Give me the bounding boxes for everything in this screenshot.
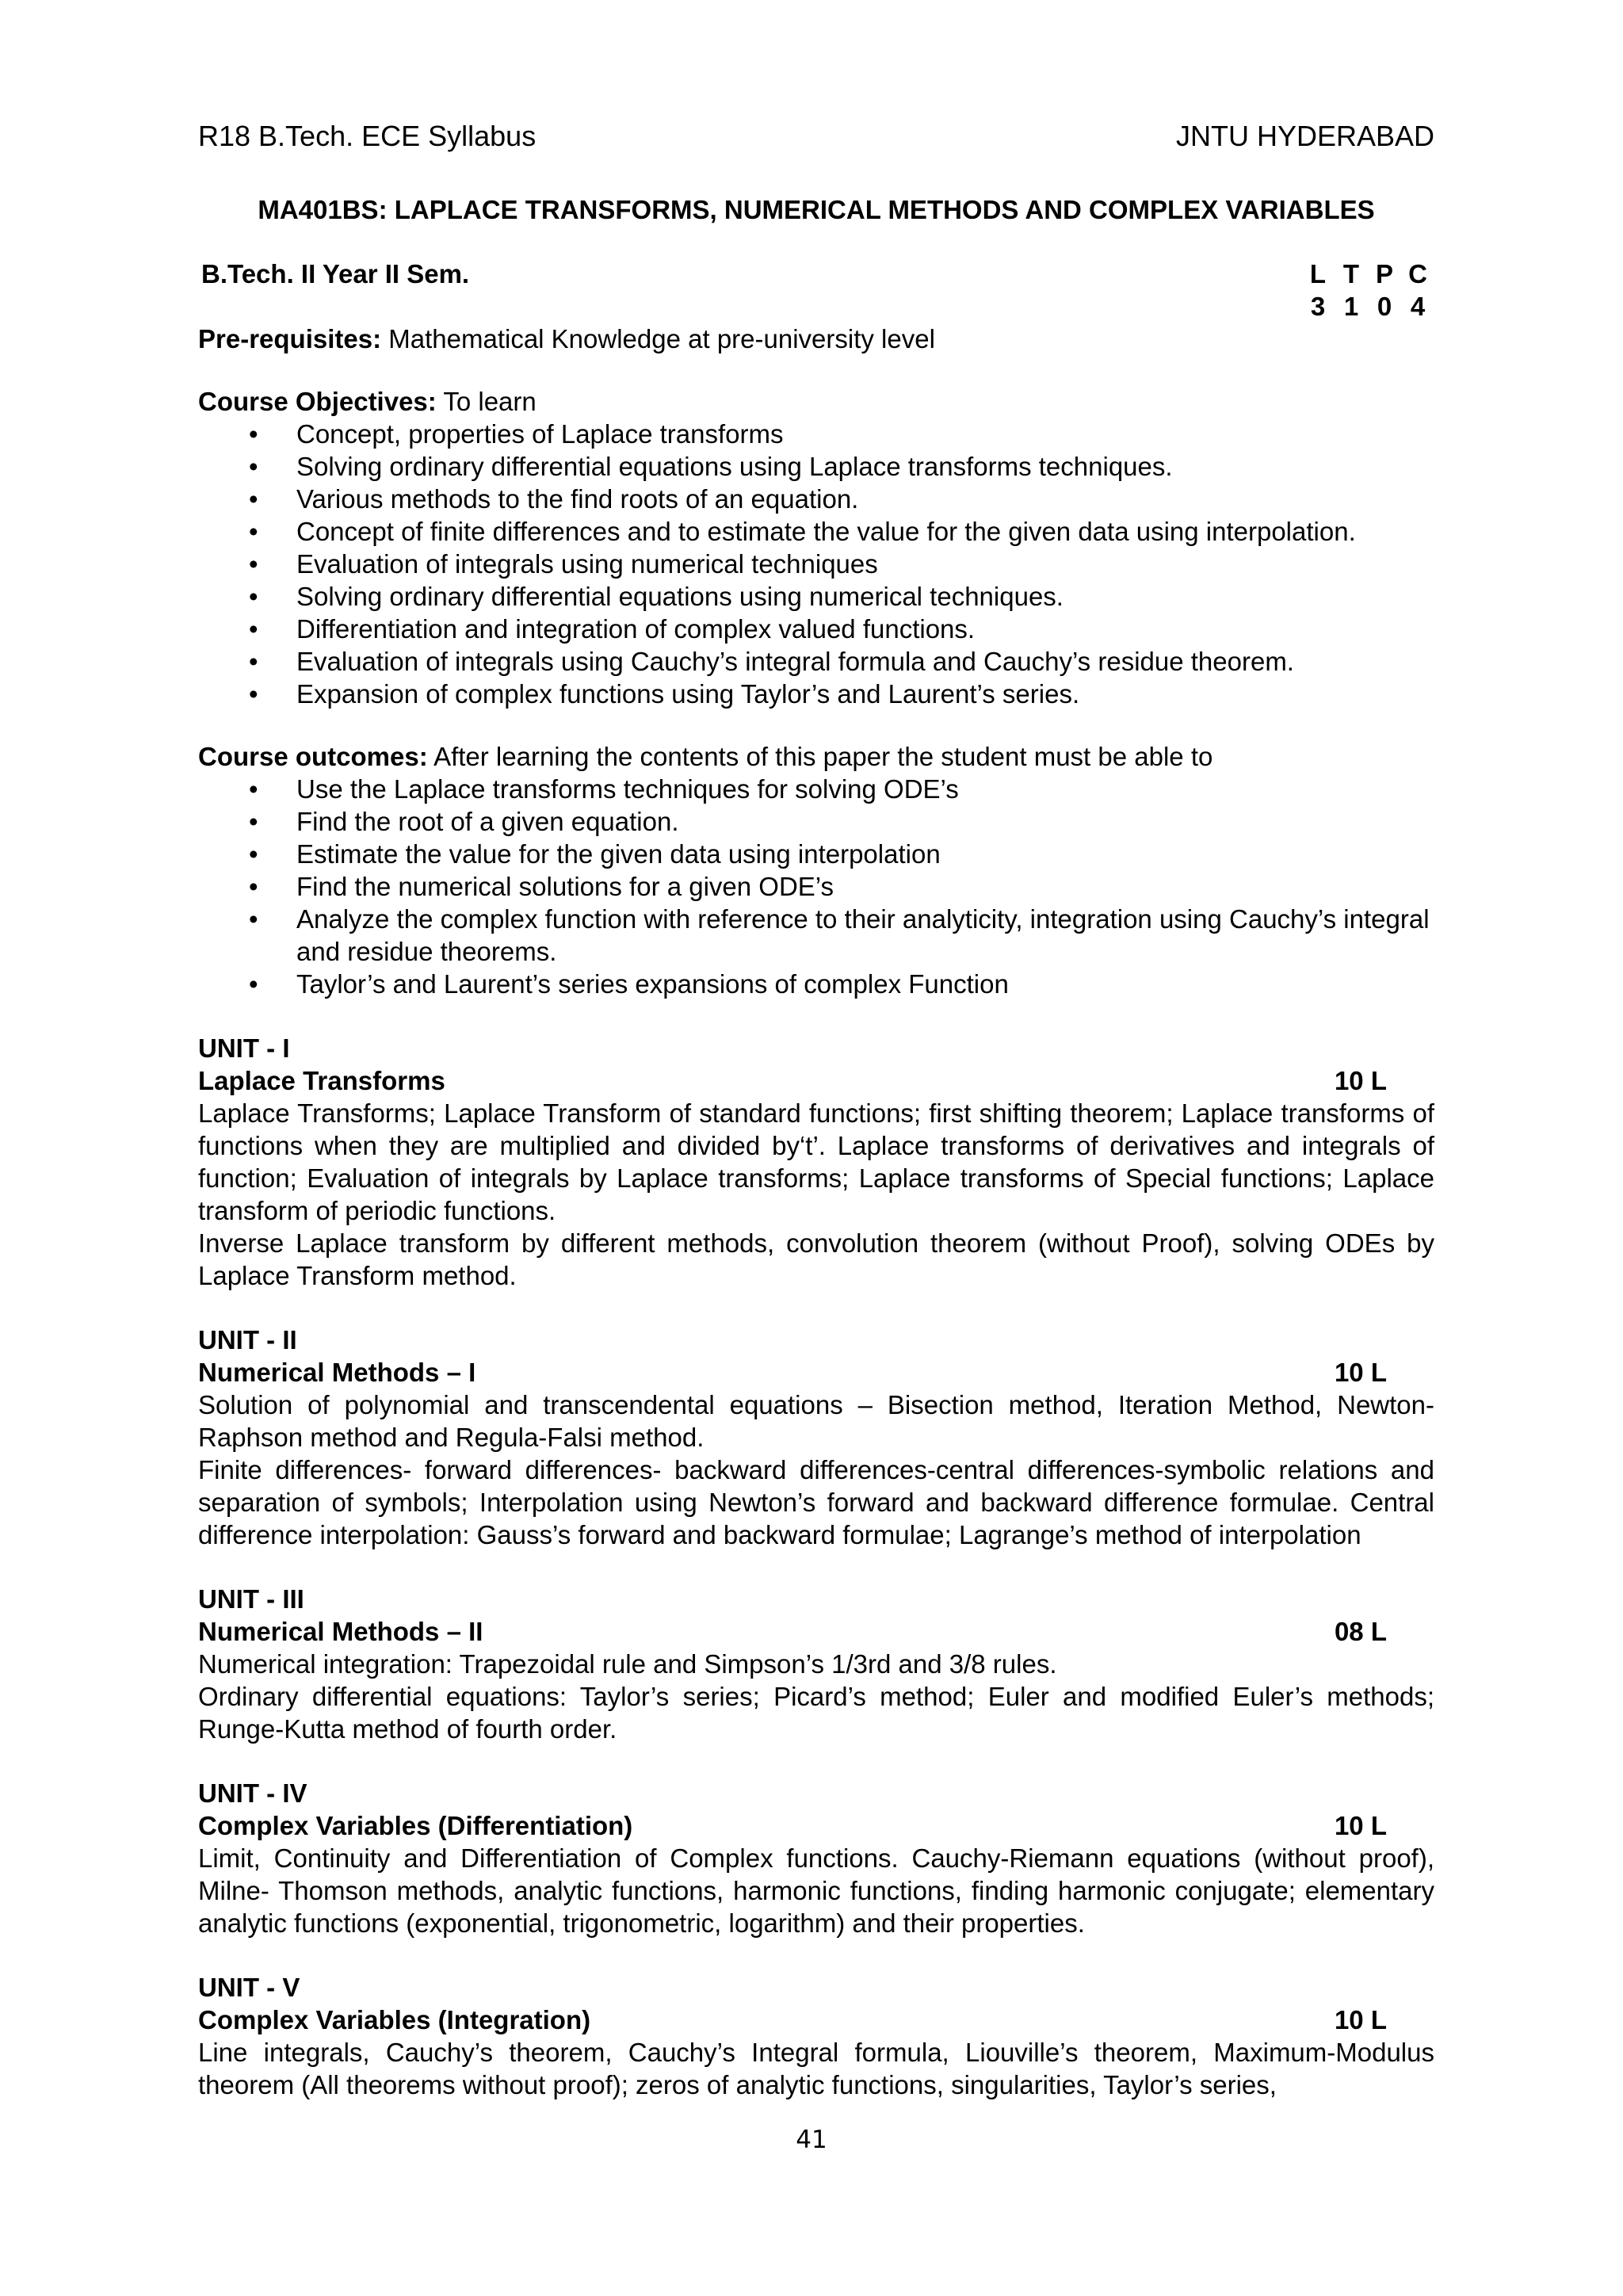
outcomes-item: [198, 968, 1434, 1000]
bullet-icon: •: [249, 452, 258, 481]
unit-topic: Numerical Methods – II: [198, 1617, 483, 1646]
course-objectives: [198, 385, 1434, 710]
unit-paragraph: Ordinary differential equations: Taylor’s series; Picard’s method; Euler and modified Euler’s methods; Runge-Kutta method of fourth order.: [198, 1682, 1434, 1744]
objectives-label: Course Objectives:: [198, 387, 437, 416]
outcomes-item: [198, 870, 1434, 903]
ltpc-label-c: C: [1408, 259, 1427, 288]
ltpc-label-t: T: [1342, 259, 1360, 288]
bullet-icon: •: [249, 517, 258, 546]
ltpc-labels: [1301, 258, 1434, 290]
unit-paragraph: Numerical integration: Trapezoidal rule and Simpson’s 1/3rd and 3/8 rules.: [198, 1649, 1057, 1679]
unit-hours: 10 L: [1334, 1358, 1387, 1387]
page-header: [198, 119, 1434, 154]
unit-hours: 08 L: [1334, 1617, 1387, 1646]
unit-topic: Complex Variables (Differentiation): [198, 1811, 633, 1840]
units-container: [198, 1032, 1434, 2101]
prerequisites: [198, 323, 1434, 355]
unit-topic-row: [198, 1615, 1434, 1648]
unit-heading: UNIT - I: [198, 1033, 290, 1063]
outcomes-item: [198, 773, 1434, 805]
unit-topic: Numerical Methods – I: [198, 1358, 476, 1387]
unit-topic: Laplace Transforms: [198, 1066, 445, 1095]
ltpc-value-p: 0: [1377, 292, 1392, 321]
objectives-list: [198, 418, 1434, 710]
unit-heading: UNIT - V: [198, 1973, 300, 2002]
bullet-icon: •: [249, 774, 258, 804]
unit-paragraph: Finite differences- forward differences- backward differences-central differences-symbolic relations and separation of symbols; Interpolation using Newton’s forward and backward difference formulae. Central difference interpolation: Gauss’s forward and backward formulae; Lagrange’s method of interpolation: [198, 1455, 1434, 1549]
objectives-item-text: Evaluation of integrals using Cauchy’s integral formula and Cauchy’s residue theorem.: [296, 647, 1294, 676]
unit-heading: UNIT - IV: [198, 1778, 307, 1808]
outcomes-item: [198, 903, 1434, 968]
bullet-icon: •: [249, 419, 258, 449]
outcomes-item-text: Use the Laplace transforms techniques for solving ODE’s: [296, 774, 959, 804]
bullet-icon: •: [249, 582, 258, 611]
unit-paragraph: Solution of polynomial and transcendental equations – Bisection method, Iteration Method, Newton-Raphson method and Regula-Falsi method.: [198, 1390, 1434, 1452]
objectives-item-text: Solving ordinary differential equations using Laplace transforms techniques.: [296, 452, 1173, 481]
objectives-item-text: Evaluation of integrals using numerical techniques: [296, 549, 878, 579]
outcomes-item-text: Taylor’s and Laurent’s series expansions of complex Function: [296, 969, 1009, 999]
ltpc-label-p: P: [1375, 259, 1393, 288]
page-number: 41: [796, 2126, 827, 2154]
ltpc-value-c: 4: [1410, 292, 1426, 321]
ltpc-table: [1301, 258, 1434, 323]
unit-hours: 10 L: [1334, 2005, 1387, 2034]
outcomes-item-text: Estimate the value for the given data using interpolation: [296, 839, 941, 869]
prerequisites-text: Mathematical Knowledge at pre-university level: [381, 324, 935, 353]
objectives-item: [198, 483, 1434, 515]
bullet-icon: •: [249, 484, 258, 514]
unit-heading: UNIT - II: [198, 1325, 297, 1354]
outcomes-list: [198, 773, 1434, 1000]
objectives-item: [198, 418, 1434, 450]
unit-topic-row: [198, 1809, 1434, 1842]
outcomes-label: Course outcomes:: [198, 742, 428, 771]
unit-section: [198, 1777, 1434, 1939]
unit-hours: 10 L: [1334, 1811, 1387, 1840]
ltpc-value-l: 3: [1310, 292, 1326, 321]
objectives-item: [198, 515, 1434, 548]
bullet-icon: •: [249, 904, 258, 934]
unit-paragraph: Inverse Laplace transform by different methods, convolution theorem (without Proof), solving ODEs by Laplace Transform method.: [198, 1228, 1434, 1290]
unit-section: [198, 1583, 1434, 1745]
ltpc-label-l: L: [1309, 259, 1327, 288]
unit-hours: 10 L: [1334, 1066, 1387, 1095]
objectives-item-text: Expansion of complex functions using Taylor’s and Laurent’s series.: [296, 679, 1080, 709]
unit-topic-row: [198, 1356, 1434, 1389]
unit-topic-row: [198, 1064, 1434, 1097]
bullet-icon: •: [249, 807, 258, 836]
objectives-item-text: Concept of finite differences and to estimate the value for the given data using interpolation.: [296, 517, 1356, 546]
bullet-icon: •: [249, 549, 258, 579]
unit-paragraph: Line integrals, Cauchy’s theorem, Cauchy’s Integral formula, Liouville’s theorem, Maximum-Modulus theorem (All theorems without proof); zeros of analytic functions, singularities, Taylor’s series,: [198, 2038, 1434, 2099]
objectives-item-text: Solving ordinary differential equations using numerical techniques.: [296, 582, 1064, 611]
ltpc-values: [1301, 290, 1434, 323]
bullet-icon: •: [249, 839, 258, 869]
outcomes-item: [198, 805, 1434, 838]
unit-section: [198, 1971, 1434, 2101]
syllabus-page: [198, 119, 1434, 2101]
unit-topic: Complex Variables (Integration): [198, 2005, 591, 2034]
outcomes-item-text: Find the numerical solutions for a given ODE’s: [296, 872, 834, 901]
objectives-item: [198, 450, 1434, 483]
outcomes-item-text: Analyze the complex function with reference to their analyticity, integration using Cauchy’s integral and residue theorems.: [296, 904, 1430, 966]
bullet-icon: •: [249, 969, 258, 999]
unit-paragraph: Laplace Transforms; Laplace Transform of standard functions; first shifting theorem; Laplace transforms of functions when they are multiplied and divided by‘t’. Laplace transforms of derivatives and integrals of function; Evaluation of integrals by Laplace transforms; Laplace transforms of Special functions; Laplace transform of periodic functions.: [198, 1098, 1434, 1225]
objectives-item: [198, 678, 1434, 710]
course-title: MA401BS: LAPLACE TRANSFORMS, NUMERICAL METHODS AND COMPLEX VARIABLES: [258, 195, 1375, 224]
bullet-icon: •: [249, 872, 258, 901]
outcomes-item-text: Find the root of a given equation.: [296, 807, 679, 836]
unit-section: [198, 1032, 1434, 1292]
objectives-item-text: Various methods to the find roots of an equation.: [296, 484, 859, 514]
objectives-intro: To learn: [436, 387, 537, 416]
semester-label: B.Tech. II Year II Sem.: [201, 259, 470, 288]
prerequisites-label: Pre-requisites:: [198, 324, 382, 353]
bullet-icon: •: [249, 679, 258, 709]
objectives-item: [198, 613, 1434, 645]
outcomes-item: [198, 838, 1434, 870]
objectives-heading: [198, 385, 1434, 418]
header-left: R18 B.Tech. ECE Syllabus: [198, 120, 537, 152]
objectives-item: [198, 645, 1434, 678]
unit-topic-row: [198, 2004, 1434, 2036]
bullet-icon: •: [249, 614, 258, 644]
outcomes-intro: After learning the contents of this paper the student must be able to: [427, 742, 1213, 771]
semester-row: [198, 258, 1434, 355]
unit-paragraph: Limit, Continuity and Differentiation of Complex functions. Cauchy-Riemann equations (without proof), Milne- Thomson methods, analytic functions, harmonic functions, finding harmonic conjugate; elementary analytic functions (exponential, trigonometric, logarithm) and their properties.: [198, 1843, 1434, 1938]
objectives-item-text: Concept, properties of Laplace transforms: [296, 419, 784, 449]
unit-section: [198, 1324, 1434, 1551]
ltpc-value-t: 1: [1343, 292, 1359, 321]
unit-heading: UNIT - III: [198, 1584, 304, 1614]
outcomes-heading: [198, 740, 1434, 773]
bullet-icon: •: [249, 647, 258, 676]
objectives-item: [198, 548, 1434, 580]
header-right: JNTU HYDERABAD: [1175, 120, 1434, 152]
objectives-item: [198, 580, 1434, 613]
objectives-item-text: Differentiation and integration of complex valued functions.: [296, 614, 976, 644]
course-outcomes: [198, 740, 1434, 1000]
